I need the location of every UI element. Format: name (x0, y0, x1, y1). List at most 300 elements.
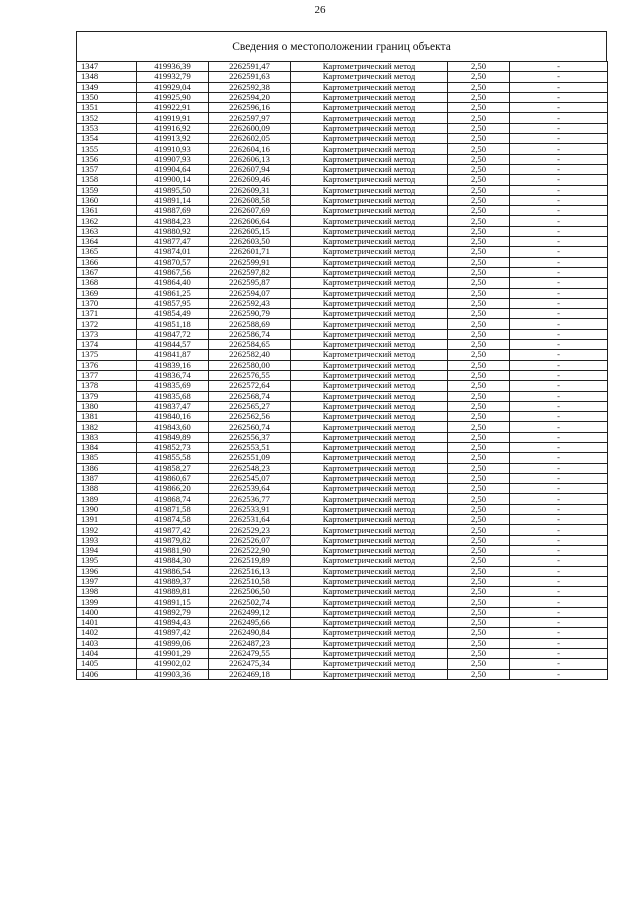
point-number-cell: 1404 (77, 648, 137, 658)
point-number-cell: 1388 (77, 484, 137, 494)
y-coordinate-cell: 2262510,58 (209, 576, 291, 586)
point-number-cell: 1377 (77, 370, 137, 380)
precision-cell: 2,50 (448, 484, 510, 494)
table-row (77, 401, 608, 411)
x-coordinate-cell: 419881,90 (137, 545, 209, 555)
y-coordinate-cell: 2262529,23 (209, 525, 291, 535)
point-number-cell: 1355 (77, 144, 137, 154)
x-coordinate-cell: 419860,67 (137, 473, 209, 483)
y-coordinate-cell: 2262553,51 (209, 442, 291, 452)
method-cell: Картометрический метод (291, 195, 448, 205)
y-coordinate-cell: 2262594,07 (209, 288, 291, 298)
table-row (77, 62, 608, 72)
description-cell: - (510, 237, 608, 247)
point-number-cell: 1359 (77, 185, 137, 195)
y-coordinate-cell: 2262576,55 (209, 370, 291, 380)
table-row (77, 473, 608, 483)
point-number-cell: 1387 (77, 473, 137, 483)
table-row (77, 618, 608, 628)
x-coordinate-cell: 419880,92 (137, 226, 209, 236)
precision-cell: 2,50 (448, 412, 510, 422)
table-row (77, 391, 608, 401)
precision-cell: 2,50 (448, 422, 510, 432)
description-cell: - (510, 103, 608, 113)
table-row (77, 113, 608, 123)
method-cell: Картометрический метод (291, 226, 448, 236)
table-row (77, 72, 608, 82)
y-coordinate-cell: 2262531,64 (209, 515, 291, 525)
x-coordinate-cell: 419874,58 (137, 515, 209, 525)
precision-cell: 2,50 (448, 587, 510, 597)
table-row (77, 638, 608, 648)
x-coordinate-cell: 419854,49 (137, 309, 209, 319)
point-number-cell: 1376 (77, 360, 137, 370)
method-cell: Картометрический метод (291, 206, 448, 216)
x-coordinate-cell: 419867,56 (137, 267, 209, 277)
method-cell: Картометрический метод (291, 144, 448, 154)
x-coordinate-cell: 419839,16 (137, 360, 209, 370)
y-coordinate-cell: 2262475,34 (209, 659, 291, 669)
point-number-cell: 1405 (77, 659, 137, 669)
y-coordinate-cell: 2262551,09 (209, 453, 291, 463)
point-number-cell: 1352 (77, 113, 137, 123)
table-row (77, 164, 608, 174)
x-coordinate-cell: 419902,02 (137, 659, 209, 669)
table-row (77, 515, 608, 525)
method-cell: Картометрический метод (291, 381, 448, 391)
x-coordinate-cell: 419868,74 (137, 494, 209, 504)
method-cell: Картометрический метод (291, 309, 448, 319)
description-cell: - (510, 607, 608, 617)
method-cell: Картометрический метод (291, 494, 448, 504)
description-cell: - (510, 648, 608, 658)
y-coordinate-cell: 2262556,37 (209, 432, 291, 442)
precision-cell: 2,50 (448, 638, 510, 648)
precision-cell: 2,50 (448, 525, 510, 535)
table-row (77, 648, 608, 658)
y-coordinate-cell: 2262606,64 (209, 216, 291, 226)
description-cell: - (510, 164, 608, 174)
point-number-cell: 1357 (77, 164, 137, 174)
point-number-cell: 1392 (77, 525, 137, 535)
method-cell: Картометрический метод (291, 607, 448, 617)
y-coordinate-cell: 2262536,77 (209, 494, 291, 504)
x-coordinate-cell: 419886,54 (137, 566, 209, 576)
precision-cell: 2,50 (448, 381, 510, 391)
point-number-cell: 1396 (77, 566, 137, 576)
method-cell: Картометрический метод (291, 185, 448, 195)
description-cell: - (510, 391, 608, 401)
table-row (77, 566, 608, 576)
y-coordinate-cell: 2262601,71 (209, 247, 291, 257)
method-cell: Картометрический метод (291, 597, 448, 607)
x-coordinate-cell: 419874,01 (137, 247, 209, 257)
y-coordinate-cell: 2262502,74 (209, 597, 291, 607)
description-cell: - (510, 453, 608, 463)
table-row (77, 381, 608, 391)
method-cell: Картометрический метод (291, 329, 448, 339)
y-coordinate-cell: 2262487,23 (209, 638, 291, 648)
description-cell: - (510, 484, 608, 494)
method-cell: Картометрический метод (291, 123, 448, 133)
description-cell: - (510, 216, 608, 226)
y-coordinate-cell: 2262539,64 (209, 484, 291, 494)
precision-cell: 2,50 (448, 607, 510, 617)
description-cell: - (510, 206, 608, 216)
x-coordinate-cell: 419891,14 (137, 195, 209, 205)
table-row (77, 134, 608, 144)
point-number-cell: 1364 (77, 237, 137, 247)
table-row (77, 216, 608, 226)
table-row (77, 154, 608, 164)
description-cell: - (510, 628, 608, 638)
y-coordinate-cell: 2262607,69 (209, 206, 291, 216)
point-number-cell: 1402 (77, 628, 137, 638)
description-cell: - (510, 442, 608, 452)
description-cell: - (510, 401, 608, 411)
x-coordinate-cell: 419892,79 (137, 607, 209, 617)
method-cell: Картометрический метод (291, 515, 448, 525)
y-coordinate-cell: 2262595,87 (209, 278, 291, 288)
precision-cell: 2,50 (448, 123, 510, 133)
table-row (77, 195, 608, 205)
precision-cell: 2,50 (448, 216, 510, 226)
y-coordinate-cell: 2262591,47 (209, 62, 291, 72)
x-coordinate-cell: 419891,15 (137, 597, 209, 607)
description-cell: - (510, 412, 608, 422)
method-cell: Картометрический метод (291, 504, 448, 514)
x-coordinate-cell: 419884,30 (137, 556, 209, 566)
description-cell: - (510, 185, 608, 195)
description-cell: - (510, 422, 608, 432)
table-row (77, 412, 608, 422)
method-cell: Картометрический метод (291, 103, 448, 113)
table-row (77, 185, 608, 195)
y-coordinate-cell: 2262572,64 (209, 381, 291, 391)
y-coordinate-cell: 2262592,43 (209, 298, 291, 308)
method-cell: Картометрический метод (291, 618, 448, 628)
precision-cell: 2,50 (448, 278, 510, 288)
method-cell: Картометрический метод (291, 453, 448, 463)
point-number-cell: 1373 (77, 329, 137, 339)
method-cell: Картометрический метод (291, 648, 448, 658)
x-coordinate-cell: 419840,16 (137, 412, 209, 422)
method-cell: Картометрический метод (291, 422, 448, 432)
point-number-cell: 1401 (77, 618, 137, 628)
table-row (77, 535, 608, 545)
y-coordinate-cell: 2262603,50 (209, 237, 291, 247)
point-number-cell: 1368 (77, 278, 137, 288)
y-coordinate-cell: 2262560,74 (209, 422, 291, 432)
description-cell: - (510, 618, 608, 628)
description-cell: - (510, 525, 608, 535)
y-coordinate-cell: 2262495,66 (209, 618, 291, 628)
table-row (77, 288, 608, 298)
precision-cell: 2,50 (448, 92, 510, 102)
table-row (77, 226, 608, 236)
method-cell: Картометрический метод (291, 164, 448, 174)
coordinates-table-body (77, 62, 608, 680)
precision-cell: 2,50 (448, 442, 510, 452)
point-number-cell: 1349 (77, 82, 137, 92)
x-coordinate-cell: 419889,81 (137, 587, 209, 597)
precision-cell: 2,50 (448, 267, 510, 277)
x-coordinate-cell: 419864,40 (137, 278, 209, 288)
y-coordinate-cell: 2262584,65 (209, 340, 291, 350)
table-row (77, 206, 608, 216)
method-cell: Картометрический метод (291, 659, 448, 669)
x-coordinate-cell: 419887,69 (137, 206, 209, 216)
method-cell: Картометрический метод (291, 566, 448, 576)
x-coordinate-cell: 419907,93 (137, 154, 209, 164)
method-cell: Картометрический метод (291, 473, 448, 483)
table-row (77, 669, 608, 679)
table-row (77, 257, 608, 267)
precision-cell: 2,50 (448, 329, 510, 339)
x-coordinate-cell: 419866,20 (137, 484, 209, 494)
table-row (77, 422, 608, 432)
description-cell: - (510, 556, 608, 566)
method-cell: Картометрический метод (291, 62, 448, 72)
y-coordinate-cell: 2262588,69 (209, 319, 291, 329)
precision-cell: 2,50 (448, 504, 510, 514)
precision-cell: 2,50 (448, 360, 510, 370)
precision-cell: 2,50 (448, 113, 510, 123)
y-coordinate-cell: 2262490,84 (209, 628, 291, 638)
precision-cell: 2,50 (448, 515, 510, 525)
description-cell: - (510, 381, 608, 391)
method-cell: Картометрический метод (291, 370, 448, 380)
x-coordinate-cell: 419849,89 (137, 432, 209, 442)
table-row (77, 453, 608, 463)
method-cell: Картометрический метод (291, 669, 448, 679)
y-coordinate-cell: 2262597,97 (209, 113, 291, 123)
description-cell: - (510, 370, 608, 380)
y-coordinate-cell: 2262605,15 (209, 226, 291, 236)
table-row (77, 237, 608, 247)
method-cell: Картометрический метод (291, 288, 448, 298)
method-cell: Картометрический метод (291, 257, 448, 267)
precision-cell: 2,50 (448, 535, 510, 545)
point-number-cell: 1358 (77, 175, 137, 185)
x-coordinate-cell: 419922,91 (137, 103, 209, 113)
precision-cell: 2,50 (448, 432, 510, 442)
precision-cell: 2,50 (448, 164, 510, 174)
description-cell: - (510, 298, 608, 308)
point-number-cell: 1362 (77, 216, 137, 226)
x-coordinate-cell: 419857,95 (137, 298, 209, 308)
description-cell: - (510, 144, 608, 154)
description-cell: - (510, 267, 608, 277)
x-coordinate-cell: 419901,29 (137, 648, 209, 658)
table-row (77, 329, 608, 339)
description-cell: - (510, 309, 608, 319)
point-number-cell: 1380 (77, 401, 137, 411)
table-row (77, 92, 608, 102)
table-row (77, 175, 608, 185)
precision-cell: 2,50 (448, 618, 510, 628)
y-coordinate-cell: 2262516,13 (209, 566, 291, 576)
y-coordinate-cell: 2262526,07 (209, 535, 291, 545)
x-coordinate-cell: 419897,42 (137, 628, 209, 638)
description-cell: - (510, 504, 608, 514)
precision-cell: 2,50 (448, 545, 510, 555)
table-row (77, 525, 608, 535)
method-cell: Картометрический метод (291, 113, 448, 123)
method-cell: Картометрический метод (291, 154, 448, 164)
table-row (77, 319, 608, 329)
x-coordinate-cell: 419843,60 (137, 422, 209, 432)
point-number-cell: 1403 (77, 638, 137, 648)
x-coordinate-cell: 419889,37 (137, 576, 209, 586)
point-number-cell: 1369 (77, 288, 137, 298)
table-row (77, 350, 608, 360)
table-row (77, 556, 608, 566)
method-cell: Картометрический метод (291, 401, 448, 411)
y-coordinate-cell: 2262591,63 (209, 72, 291, 82)
precision-cell: 2,50 (448, 319, 510, 329)
point-number-cell: 1367 (77, 267, 137, 277)
precision-cell: 2,50 (448, 144, 510, 154)
table-row (77, 278, 608, 288)
description-cell: - (510, 154, 608, 164)
y-coordinate-cell: 2262522,90 (209, 545, 291, 555)
precision-cell: 2,50 (448, 473, 510, 483)
x-coordinate-cell: 419932,79 (137, 72, 209, 82)
x-coordinate-cell: 419903,36 (137, 669, 209, 679)
description-cell: - (510, 175, 608, 185)
x-coordinate-cell: 419895,50 (137, 185, 209, 195)
x-coordinate-cell: 419841,87 (137, 350, 209, 360)
x-coordinate-cell: 419910,93 (137, 144, 209, 154)
method-cell: Картометрический метод (291, 92, 448, 102)
precision-cell: 2,50 (448, 566, 510, 576)
method-cell: Картометрический метод (291, 350, 448, 360)
table-row (77, 144, 608, 154)
table-row (77, 370, 608, 380)
table-row (77, 484, 608, 494)
point-number-cell: 1379 (77, 391, 137, 401)
description-cell: - (510, 350, 608, 360)
method-cell: Картометрический метод (291, 628, 448, 638)
x-coordinate-cell: 419904,64 (137, 164, 209, 174)
description-cell: - (510, 123, 608, 133)
point-number-cell: 1386 (77, 463, 137, 473)
table-row (77, 576, 608, 586)
y-coordinate-cell: 2262604,16 (209, 144, 291, 154)
point-number-cell: 1395 (77, 556, 137, 566)
y-coordinate-cell: 2262586,74 (209, 329, 291, 339)
method-cell: Картометрический метод (291, 175, 448, 185)
precision-cell: 2,50 (448, 237, 510, 247)
point-number-cell: 1366 (77, 257, 137, 267)
x-coordinate-cell: 419899,06 (137, 638, 209, 648)
table-row (77, 432, 608, 442)
precision-cell: 2,50 (448, 195, 510, 205)
page-number: 26 (314, 4, 326, 16)
point-number-cell: 1391 (77, 515, 137, 525)
method-cell: Картометрический метод (291, 278, 448, 288)
table-row (77, 597, 608, 607)
precision-cell: 2,50 (448, 628, 510, 638)
method-cell: Картометрический метод (291, 638, 448, 648)
x-coordinate-cell: 419852,73 (137, 442, 209, 452)
point-number-cell: 1372 (77, 319, 137, 329)
description-cell: - (510, 82, 608, 92)
precision-cell: 2,50 (448, 494, 510, 504)
precision-cell: 2,50 (448, 597, 510, 607)
x-coordinate-cell: 419919,91 (137, 113, 209, 123)
precision-cell: 2,50 (448, 103, 510, 113)
precision-cell: 2,50 (448, 226, 510, 236)
description-cell: - (510, 545, 608, 555)
y-coordinate-cell: 2262606,13 (209, 154, 291, 164)
table-row (77, 247, 608, 257)
description-cell: - (510, 257, 608, 267)
y-coordinate-cell: 2262582,40 (209, 350, 291, 360)
x-coordinate-cell: 419936,39 (137, 62, 209, 72)
point-number-cell: 1370 (77, 298, 137, 308)
table-row (77, 504, 608, 514)
table-row (77, 607, 608, 617)
precision-cell: 2,50 (448, 72, 510, 82)
x-coordinate-cell: 419835,68 (137, 391, 209, 401)
method-cell: Картометрический метод (291, 298, 448, 308)
description-cell: - (510, 638, 608, 648)
precision-cell: 2,50 (448, 288, 510, 298)
precision-cell: 2,50 (448, 298, 510, 308)
y-coordinate-cell: 2262607,94 (209, 164, 291, 174)
description-cell: - (510, 432, 608, 442)
precision-cell: 2,50 (448, 185, 510, 195)
description-cell: - (510, 278, 608, 288)
description-cell: - (510, 576, 608, 586)
description-cell: - (510, 62, 608, 72)
precision-cell: 2,50 (448, 453, 510, 463)
method-cell: Картометрический метод (291, 535, 448, 545)
y-coordinate-cell: 2262565,27 (209, 401, 291, 411)
method-cell: Картометрический метод (291, 360, 448, 370)
y-coordinate-cell: 2262590,79 (209, 309, 291, 319)
table-row (77, 659, 608, 669)
method-cell: Картометрический метод (291, 556, 448, 566)
description-cell: - (510, 288, 608, 298)
x-coordinate-cell: 419858,27 (137, 463, 209, 473)
method-cell: Картометрический метод (291, 576, 448, 586)
y-coordinate-cell: 2262602,05 (209, 134, 291, 144)
precision-cell: 2,50 (448, 391, 510, 401)
table-row (77, 494, 608, 504)
point-number-cell: 1350 (77, 92, 137, 102)
point-number-cell: 1389 (77, 494, 137, 504)
point-number-cell: 1356 (77, 154, 137, 164)
precision-cell: 2,50 (448, 350, 510, 360)
point-number-cell: 1393 (77, 535, 137, 545)
precision-cell: 2,50 (448, 62, 510, 72)
precision-cell: 2,50 (448, 175, 510, 185)
method-cell: Картометрический метод (291, 247, 448, 257)
table-row (77, 82, 608, 92)
method-cell: Картометрический метод (291, 340, 448, 350)
table-row (77, 545, 608, 555)
y-coordinate-cell: 2262568,74 (209, 391, 291, 401)
description-cell: - (510, 494, 608, 504)
point-number-cell: 1383 (77, 432, 137, 442)
x-coordinate-cell: 419913,92 (137, 134, 209, 144)
precision-cell: 2,50 (448, 370, 510, 380)
table-row (77, 267, 608, 277)
table-row (77, 360, 608, 370)
